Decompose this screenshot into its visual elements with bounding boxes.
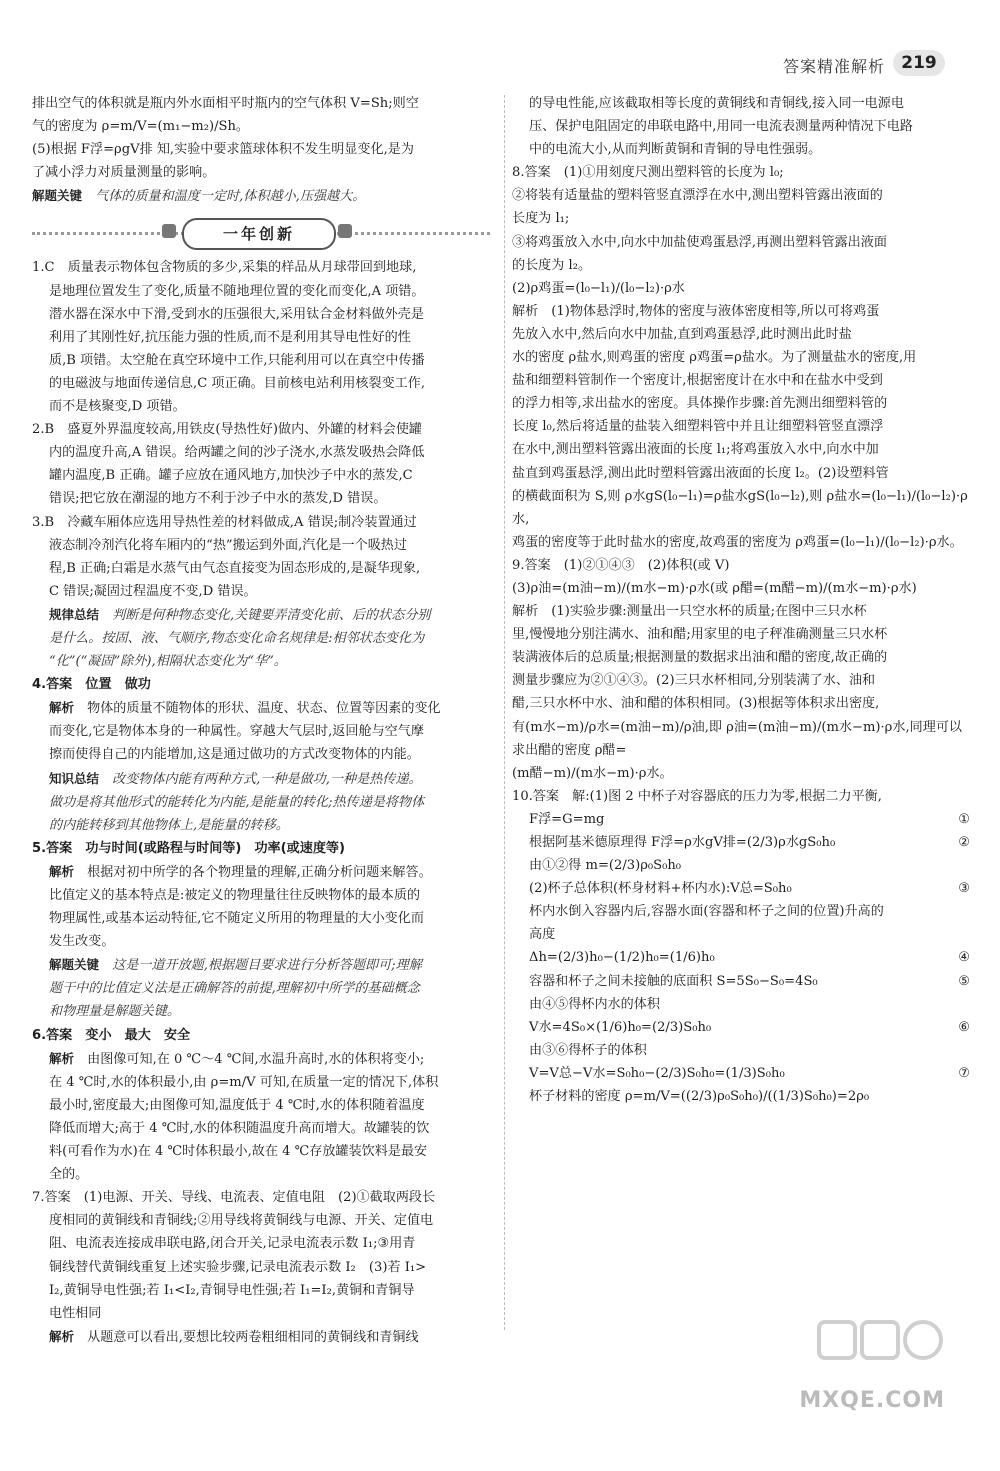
q8-line: 的浮力相等,求出盐水的密度。具体操作步骤:首先测出细塑料管的: [512, 396, 888, 412]
q1-line: 而不是核聚变,D 项错。: [49, 399, 186, 415]
q1-line: 1.C 质量表示物体包含物质的多少,采集的样品从月球带回到地球,: [32, 260, 417, 276]
q1-line: 质,B 项错。太空舱在真空环境中工作,只能利用可以在真空中传播: [49, 352, 425, 368]
q2-line: 2.B 盛夏外界温度较高,用铁皮(导热性好)做内、外罐的材料会使罐: [32, 422, 423, 438]
eq-text: F浮=G=mg: [529, 811, 605, 827]
watermark-logo-icon: [815, 1316, 945, 1386]
q9-line: 解析 (1)实验步骤:测量出一只空水杯的质量;在图中三只水杯: [512, 604, 867, 620]
q6-explain: [32, 1047, 490, 1071]
column-divider: [504, 95, 505, 1330]
q4-line: 物体的质量不随物体的形状、温度、状态、位置等因素的变化: [87, 701, 441, 717]
banner-cap-icon: [338, 224, 352, 238]
eq-text: V水=4S₀×(1/6)h₀=(2/3)S₀h₀: [529, 1019, 712, 1035]
q7-explain: [32, 1325, 490, 1349]
q9-line: 里,慢慢地分别注满水、油和醋;用家里的电子秤准确测量三只水杯: [512, 627, 888, 643]
rule-text: 判断是何种物态变化,关键要弄清变化前、后的状态分别: [112, 607, 431, 623]
intro-line: (5)根据 F浮=ρgV排 知,实验中要求篮球体积不发生明显变化,是为: [32, 142, 414, 158]
q2-line: 内的温度升高,A 错误。给两罐之间的沙子浇水,水蒸发吸热会降低: [49, 445, 425, 461]
q1-line: 是地理位置发生了变化,质量不随地理位置的变化而变化,A 项错。: [49, 283, 425, 299]
know-text: 的内能转移到其他物体上,是能量的转移。: [49, 817, 289, 833]
rule-text: 是什么。按固、液、气顺序,物态变化命名规律是:相邻状态变化为: [49, 630, 425, 646]
q7-answer: 铜线替代黄铜线重复上述实验步骤,记录电流表示数 I₂ (3)若 I₁>: [49, 1259, 427, 1275]
q5-answer: 5.答案 功与时间(或路程与时间等) 功率(或速度等): [32, 840, 345, 856]
key-label: 解题关键: [32, 188, 83, 204]
know-note: [32, 767, 490, 791]
q6-line: 由图像可知,在 0 ℃～4 ℃间,水温升高时,水的体积将变小;: [87, 1051, 425, 1067]
q7-answer: 阻、电流表连接成串联电路,闭合开关,记录电流表示数 I₁;③用青: [49, 1236, 416, 1252]
q10-eq: [512, 970, 970, 993]
q7-cont-line: 压、保护电阻固定的串联电路中,用同一电流表测量两种情况下电路: [529, 119, 913, 135]
eq-number: ②: [958, 835, 970, 850]
rule-note: [32, 603, 490, 627]
q4-line: 擦而使得自己的内能增加,这是通过做功的方式改变物体的内能。: [49, 747, 420, 763]
know-text: 做功是将其他形式的能转化为内能,是能量的转化;热传递是将物体: [49, 794, 425, 810]
eq-text: (2)杯子总体积(杯身材料+杯内水):V总=S₀h₀: [529, 881, 792, 897]
q7-cont-line: 中的电流大小,从而判断黄铜和青铜的导电性强弱。: [529, 142, 822, 158]
q8-line: 在水中,测出塑料管露出液面的长度 l₁;将鸡蛋放入水中,向水中加: [512, 442, 879, 458]
q10-eq: [512, 1062, 970, 1085]
eq-text: Δh=(2/3)h₀−(1/2)h₀=(1/6)h₀: [529, 950, 715, 966]
eq-number: [948, 854, 970, 877]
q9-line: (m醋−m)/(m水−m)·ρ水。: [512, 765, 673, 781]
q4-explain: [32, 696, 490, 720]
eq-text: 由①②得 m=(2/3)ρ₀S₀h₀: [529, 858, 682, 874]
q9-answer: 9.答案 (1)②①④③ (2)体积(或 V): [512, 557, 730, 573]
watermark-logo: [815, 1316, 945, 1386]
q5-line: 根据对初中所学的各个物理量的理解,正确分析问题来解答。: [87, 864, 432, 880]
q1-line: 利用了其刚性好,抗压能力强的性质,而不是利用其导电性好的性: [49, 329, 411, 345]
q9-answer: (3)ρ油=(m油−m)/(m水−m)·ρ水(或 ρ醋=(m醋−m)/(m水−m)·ρ水): [512, 580, 917, 596]
q10-head: 10.答案 解:(1)图 2 中杯子对容器底的压力为零,根据二力平衡,: [512, 788, 882, 804]
left-column: [32, 92, 490, 1349]
eq-number: [948, 923, 970, 946]
q5-line: 比值定义的基本特点是:被定义的物理量往往反映物体的最本质的: [49, 888, 421, 903]
q9-line: 有(m水−m)/ρ水=(m油−m)/ρ油,即 ρ油=(m油−m)/(m水−m)·ρ水,同理可以求出醋的密度 ρ醋=: [512, 719, 963, 758]
know-label: 知识总结: [49, 770, 100, 786]
eq-text: 根据阿基米德原理得 F浮=ρ水gV排=(2/3)ρ水gS₀h₀: [529, 835, 836, 850]
q6-line: 在 4 ℃时,水的体积最小,由 ρ=m/V 可知,在质量一定的情况下,体积: [49, 1074, 439, 1090]
explain-label: 解析: [49, 1050, 75, 1066]
q5-explain: [32, 860, 490, 884]
q9-line: 醋,三只水杯中水、油和醋的体积相同。(3)根据等体积求出密度,: [512, 696, 880, 712]
eq-number: ③: [958, 881, 970, 897]
q10-eq: [512, 946, 970, 969]
explain-label: 解析: [49, 863, 75, 879]
explain-label: 解析: [49, 1328, 75, 1344]
eq-number: [948, 1085, 970, 1108]
key-note: [32, 953, 490, 977]
header-title: 答案精准解析: [782, 57, 885, 76]
eq-number: ⑥: [958, 1019, 970, 1035]
q4-line: 而变化,它是物体本身的一种属性。穿越大气层时,返回舱与空气摩: [49, 724, 424, 740]
q10-eq: [512, 993, 970, 1016]
q7-line: 从题意可以看出,要想比较两卷粗细相同的黄铜线和青铜线: [87, 1329, 419, 1345]
q3-line: 3.B 冷藏车厢体应选用导热性差的材料做成,A 错误;制冷装置通过: [32, 514, 417, 530]
q6-line: 料(可看作为水)在 4 ℃时体积最小,故在 4 ℃存放罐装饮料是最安: [49, 1144, 428, 1160]
eq-text: V=V总−V水=S₀h₀−(2/3)S₀h₀=(1/3)S₀h₀: [529, 1065, 785, 1081]
know-text: 改变物体内能有两种方式,一种是做功,一种是热传递。: [112, 771, 422, 787]
q10-eq: [512, 1039, 970, 1062]
q6-answer: 6.答案 变小 最大 安全: [32, 1027, 191, 1043]
key-note: [32, 184, 490, 208]
q10-eq: [512, 1016, 970, 1039]
q3-line: 程,B 正确;白霜是水蒸气由气态直接变为固态形成的,是凝华现象,: [49, 560, 421, 576]
eq-text: 杯内水倒入容器内后,容器水面(容器和杯子之间的位置)升高的: [529, 904, 884, 920]
q7-answer: I₂,黄铜导电性强;若 I₁<I₂,青铜导电性强;若 I₁=I₂,黄铜和青铜导: [49, 1282, 415, 1298]
q5-line: 物理属性,或基本运动特征,它不随定义所用的物理量的大小变化而: [49, 911, 424, 927]
eq-text: 由④⑤得杯内水的体积: [529, 996, 660, 1012]
intro-line: 气的密度为 ρ=m/V=(m₁−m₂)/Sh。: [32, 119, 249, 135]
q2-line: 罐内温度,B 正确。罐子应放在通风地方,加快沙子中水的蒸发,C: [49, 468, 413, 484]
right-column: [512, 92, 970, 1108]
key-text: 这是一道开放题,根据题目要求进行分析答题即可;理解: [112, 958, 422, 974]
page-number: 219: [893, 50, 945, 76]
q10-eq: [512, 1085, 970, 1108]
intro-line: 了减小浮力对质量测量的影响。: [32, 165, 216, 181]
eq-number: [948, 900, 970, 923]
q8-answer: 8.答案 (1)①用刻度尺测出塑料管的长度为 l₀;: [512, 165, 784, 181]
q8-answer: 的长度为 l₂。: [512, 257, 592, 273]
q7-cont-line: 的导电性能,应该截取相等长度的黄铜线和青铜线,接入同一电源电: [529, 96, 904, 111]
q8-answer: ③将鸡蛋放入水中,向水中加盐使鸡蛋悬浮,再测出塑料管露出液面: [512, 234, 887, 250]
q7-answer: 电性相同: [49, 1305, 102, 1321]
q10-eq: [512, 877, 970, 900]
q2-line: 错误;把它放在潮湿的地方不利于沙子中水的蒸发,D 错误。: [49, 491, 387, 507]
q8-line: 水的密度 ρ盐水,则鸡蛋的密度 ρ鸡蛋=ρ盐水。为了测量盐水的密度,用: [512, 350, 917, 366]
q6-line: 降低而增大;高于 4 ℃时,水的体积随温度升高而增大。故罐装的饮: [49, 1120, 430, 1136]
q8-line: 盐和细塑料管制作一个密度计,根据密度计在水中和在盐水中受到: [512, 373, 883, 389]
q6-line: 全的。: [49, 1167, 89, 1183]
eq-text: 高度: [529, 927, 556, 943]
q1-line: 的电磁波与地面传递信息,C 项正确。目前核电站利用核裂变工作,: [49, 375, 426, 391]
q9-line: 装满液体后的总质量;根据测量的数据求出油和醋的密度,故正确的: [512, 650, 888, 666]
q10-eq: [512, 808, 970, 831]
eq-number: ⑤: [958, 973, 970, 989]
eq-text: 由③⑥得杯子的体积: [529, 1042, 647, 1058]
key-text: 气体的质量和温度一定时,体积越小,压强越大。: [95, 189, 366, 205]
section-banner: [32, 216, 490, 250]
q6-line: 最小时,密度最大;由图像可知,温度低于 4 ℃时,水的体积随着温度: [49, 1097, 425, 1113]
q7-answer: 7.答案 (1)电源、开关、导线、电流表、定值电阻 (2)①截取两段长: [32, 1190, 436, 1206]
watermark-text: MXQE.COM: [799, 1388, 945, 1413]
key-text: 和物理量是解题关键。: [49, 1004, 180, 1020]
key-label: 解题关键: [49, 957, 100, 973]
q8-answer: 长度为 l₁;: [512, 211, 570, 227]
q8-line: 先放入水中,然后向水中加盐,直到鸡蛋悬浮,此时测出此时盐: [512, 326, 852, 342]
eq-text: 杯子材料的密度 ρ=m/V=((2/3)ρ₀S₀h₀)/((1/3)S₀h₀)=2ρ₀: [529, 1089, 870, 1105]
q10-eq: [512, 831, 970, 854]
eq-number: ⑦: [958, 1065, 970, 1081]
rule-label: 规律总结: [49, 606, 100, 622]
q8-line: 盐直到鸡蛋悬浮,测出此时塑料管露出液面的长度 l₂。(2)设塑料管: [512, 465, 889, 481]
q8-line: 长度 l₀,然后将适量的盐装入细塑料管中并且让细塑料管竖直漂浮: [512, 419, 884, 435]
key-text: 题干中的比值定义法是正确解答的前提,理解初中所学的基础概念: [49, 981, 420, 997]
q8-answer: ②将装有适量盐的塑料管竖直漂浮在水中,测出塑料管露出液面的: [512, 188, 883, 204]
q4-answer: 4.答案 位置 做功: [32, 677, 151, 693]
q3-line: 液态制冷剂汽化将车厢内的“热”搬运到外面,汽化是一个吸热过: [49, 537, 407, 553]
q10-eq: [512, 923, 970, 946]
section-title: 一年创新: [182, 218, 336, 250]
banner-cap-icon: [162, 224, 176, 238]
q5-line: 发生改变。: [49, 934, 115, 950]
eq-number: [948, 993, 970, 1016]
q8-line: 解析 (1)物体悬浮时,物体的密度与液体密度相等,所以可将鸡蛋: [512, 303, 880, 319]
q9-line: 测量步骤应为②①④③。(2)三只水杯相同,分别装满了水、油和: [512, 673, 876, 689]
eq-text: 容器和杯子之间未接触的底面积 S=5S₀−S₀=4S₀: [529, 973, 818, 989]
q10-eq: [512, 900, 970, 923]
q1-line: 潜水器在深水中下滑,受到水的压强很大,采用钛合金材料做外壳是: [49, 306, 424, 322]
explain-label: 解析: [49, 700, 75, 716]
q8-line: 的横截面积为 S,则 ρ水gS(l₀−l₁)=ρ盐水gS(l₀−l₂),则 ρ盐水=(l₀−l₁)/(l₀−l₂)·ρ水,: [512, 488, 968, 527]
intro-line: 排出空气的体积就是瓶内外水面相平时瓶内的空气体积 V=Sh;则空: [32, 96, 419, 111]
rule-text: “化”(“凝固”除外),相隔状态变化为“华”。: [49, 654, 287, 670]
q8-answer: (2)ρ鸡蛋=(l₀−l₁)/(l₀−l₂)·ρ水: [512, 280, 685, 296]
page-header: [0, 50, 1000, 80]
eq-number: ④: [958, 950, 970, 966]
q3-line: C 错误;凝固过程温度不变,D 错误。: [49, 583, 257, 599]
q10-eq: [512, 854, 970, 877]
eq-number: ①: [958, 811, 970, 827]
q7-answer: 度相同的黄铜线和青铜线;②用导线将黄铜线与电源、开关、定值电: [49, 1213, 434, 1229]
q8-line: 鸡蛋的密度等于此时盐水的密度,故鸡蛋的密度为 ρ鸡蛋=(l₀−l₁)/(l₀−l₂)·ρ水。: [512, 534, 963, 550]
eq-number: [948, 1039, 970, 1062]
